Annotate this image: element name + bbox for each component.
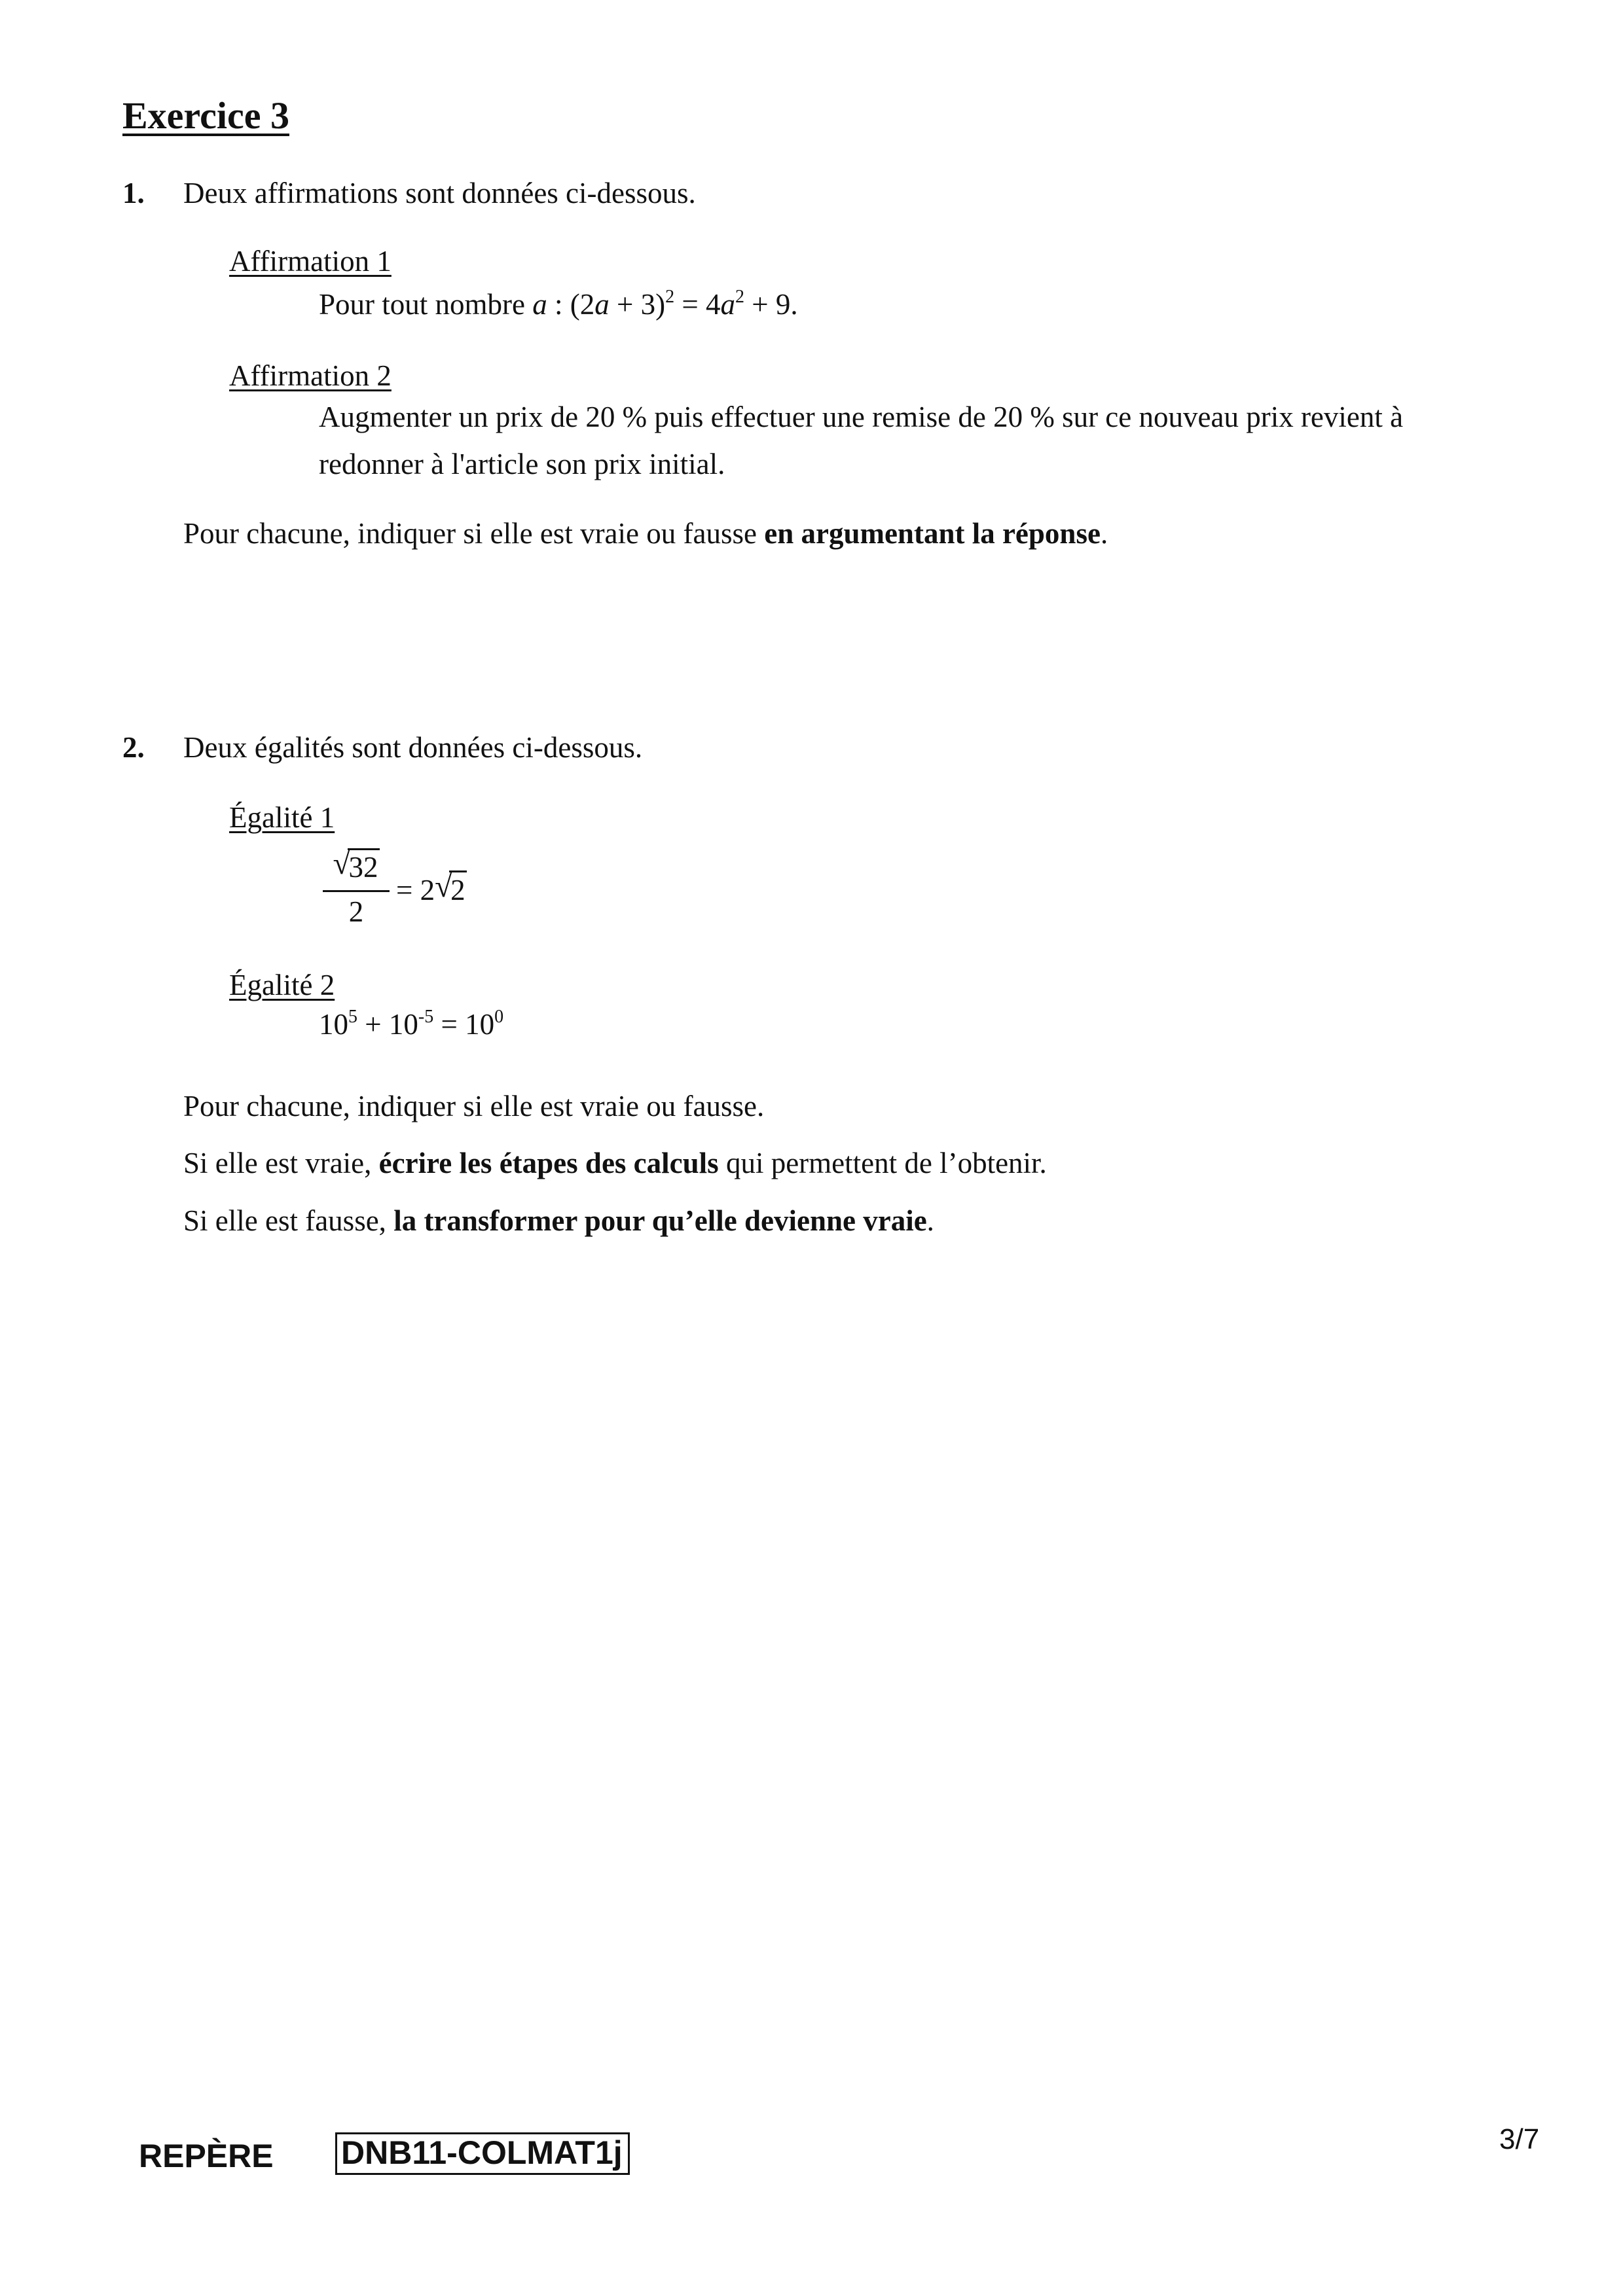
- equality-1-label: Égalité 1: [229, 801, 335, 834]
- footer-code-box: DNB11-COLMAT1j: [335, 2132, 630, 2175]
- sqrt-2: √ 2: [435, 869, 465, 906]
- affirmation-2-label: Affirmation 2: [229, 359, 392, 392]
- question-2-intro: Deux égalités sont données ci-dessous.: [183, 731, 643, 764]
- question-2-line-2: Si elle est vraie, écrire les étapes des calculs qui permettent de l’obtenir.: [183, 1147, 1047, 1179]
- question-1-instruction: Pour chacune, indiquer si elle est vraie ou fausse en argumentant la réponse.: [183, 517, 1108, 550]
- equality-1-rhs: = 2 √ 2: [396, 869, 465, 906]
- question-1-intro: Deux affirmations sont données ci-dessous.: [183, 177, 696, 209]
- fraction-denominator: 2: [348, 895, 364, 928]
- page-number: 3/7: [1499, 2123, 1540, 2155]
- exercise-title: Exercice 3: [122, 94, 289, 137]
- affirmation-2-line-1: Augmenter un prix de 20 % puis effectuer une remise de 20 % sur ce nouveau prix revient à: [319, 401, 1404, 433]
- equality-2-statement: $10^5 + 10^{-5} = 10^0$: [319, 1007, 504, 1041]
- equality-1-fraction: [323, 848, 390, 929]
- affirmation-1-label: Affirmation 1: [229, 245, 392, 278]
- question-1-number: 1.: [122, 177, 145, 209]
- question-2-line-3: Si elle est fausse, la transformer pour qu’elle devienne vraie.: [183, 1204, 934, 1237]
- question-2-line-1: Pour chacune, indiquer si elle est vraie ou fausse.: [183, 1090, 765, 1122]
- question-2-number: 2.: [122, 731, 145, 764]
- affirmation-2-line-2: redonner à l'article son prix initial.: [319, 448, 725, 480]
- equality-2-label: Égalité 2: [229, 969, 335, 1001]
- sqrt-32: √ 32: [333, 846, 378, 884]
- footer-label: REPÈRE: [139, 2138, 274, 2174]
- affirmation-1-statement: Pour tout nombre a : $(2a + 3)^2 = 4a^2 + 9$.: [319, 287, 798, 321]
- fraction-bar: [323, 890, 390, 892]
